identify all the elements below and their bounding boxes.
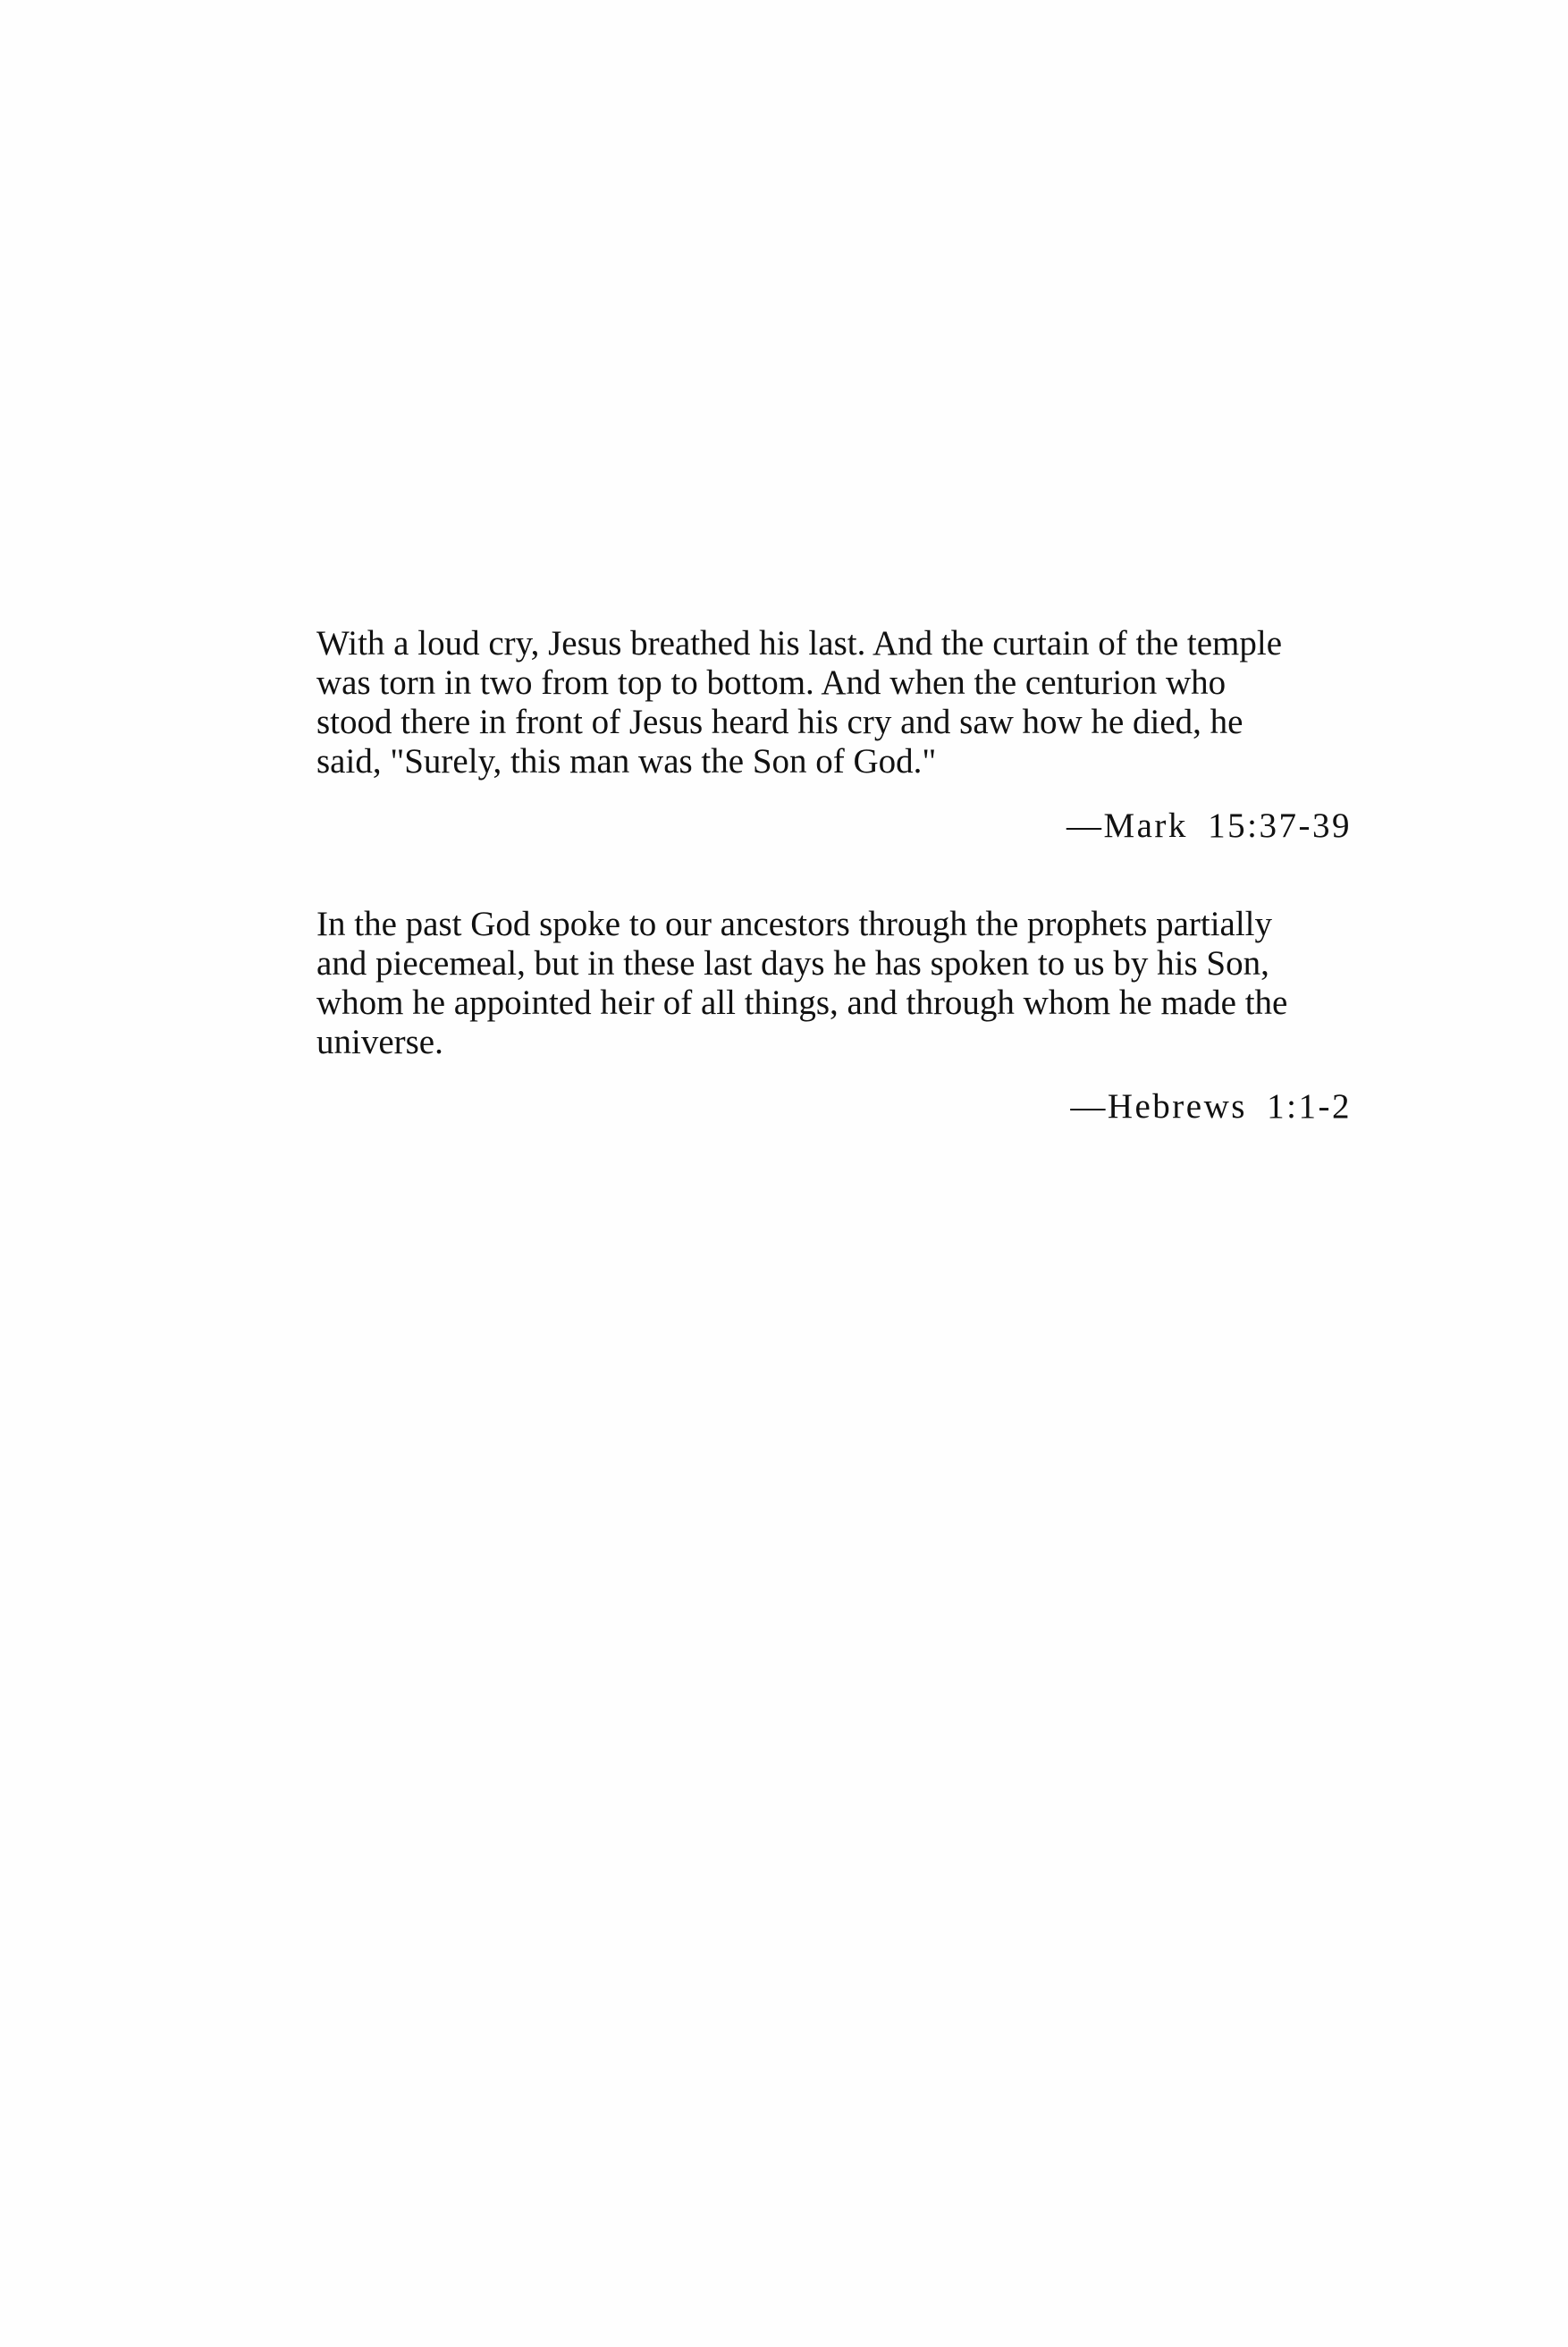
quote-mark: [316, 624, 1353, 781]
epigraph-mark: [316, 624, 1353, 846]
quote-line: universe.: [316, 1023, 443, 1061]
quote-line: and piecemeal, but in these last days he has spoken to us by his Son,: [316, 944, 1269, 983]
quote-line: stood there in front of Jesus heard his cry and saw how he died, he: [316, 703, 1243, 741]
quote-hebrews: [316, 905, 1353, 1062]
epigraph-block: [316, 624, 1353, 1127]
quote-line: With a loud cry, Jesus breathed his last. And the curtain of the temple: [316, 624, 1283, 663]
quote-line: whom he appointed heir of all things, and through whom he made the: [316, 984, 1288, 1022]
citation-mark: —Mark 15:37-39: [1066, 806, 1352, 845]
quote-line: said, "Surely, this man was the Son of God.": [316, 742, 937, 781]
citation-hebrews: —Hebrews 1:1-2: [1070, 1087, 1352, 1126]
quote-line: In the past God spoke to our ancestors through the prophets partially: [316, 905, 1273, 943]
quote-line: was torn in two from top to bottom. And when the centurion who: [316, 663, 1227, 702]
epigraph-hebrews: [316, 905, 1353, 1127]
